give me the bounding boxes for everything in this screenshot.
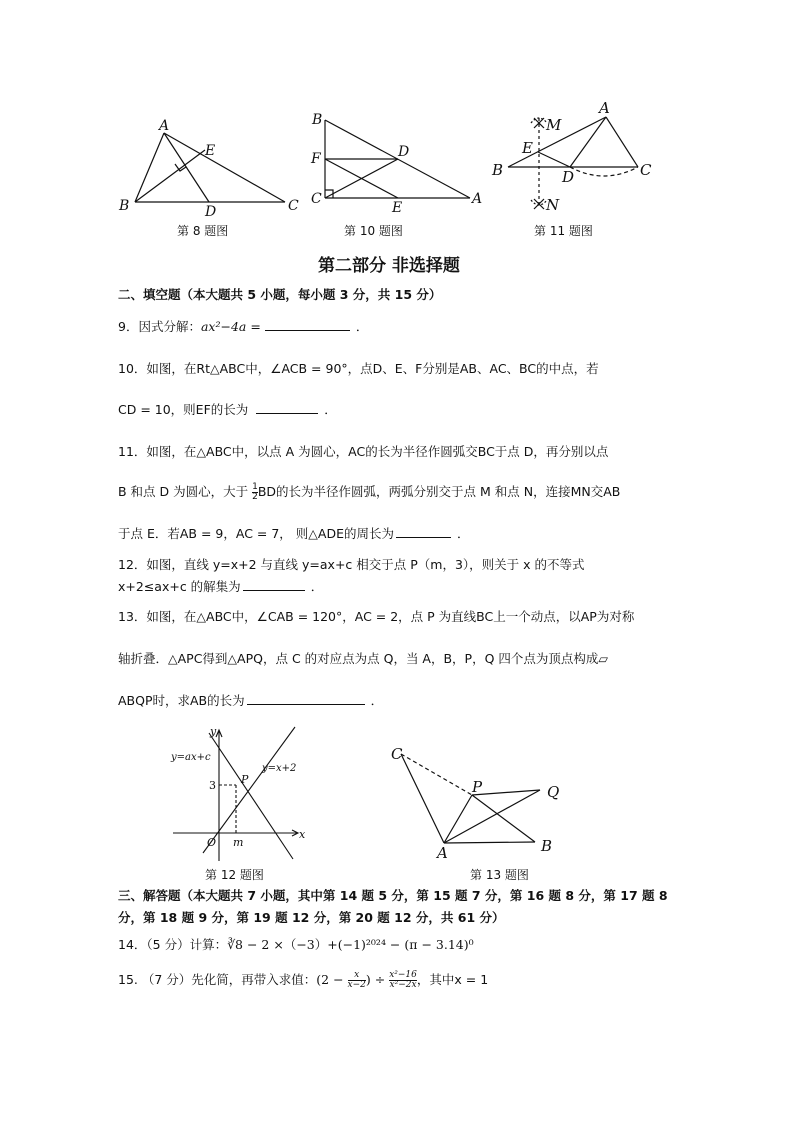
question-11-line2 — [118, 482, 620, 502]
fig11-label-M: M — [546, 116, 562, 134]
question-9 — [118, 317, 368, 335]
fig11-label-A: A — [599, 99, 610, 117]
fig10-label-D: D — [398, 144, 410, 160]
figure-8-caption: 第 8 题图 — [177, 224, 229, 238]
fig12-axis-x: x — [299, 828, 306, 841]
q9-expression: ax²−4a = — [200, 319, 261, 334]
q11-suffix: ． — [456, 526, 470, 541]
q9-suffix: ． — [355, 319, 369, 334]
q15-fa-numerator: x — [348, 971, 366, 981]
section3-title-line1: 三、解答题（本大题共 7 小题，其中第 14 题 5 分，第 15 题 7 分，第 16 题 8 分，第 17 题 8 — [118, 888, 668, 903]
q12-line1: 12．如图，直线 y=x+2 与直线 y=ax+c 相交于点 P（m，3），则关于 x 的不等式 — [118, 557, 585, 572]
part2-title: 第二部分 非选择题 — [318, 256, 460, 276]
section3-title-line2: 分，第 18 题 9 分，第 19 题 12 分，第 20 题 12 分，共 61 分） — [118, 910, 505, 925]
figure-11-caption: 第 11 题图 — [534, 224, 593, 238]
fig12-line-x-2: y=x+2 — [262, 763, 297, 774]
fig13-label-Q: Q — [547, 783, 560, 801]
q11-half-denominator: 2 — [252, 492, 258, 502]
q14-prefix: 14．（5 分）计算： — [118, 937, 228, 952]
fig8-label-A: A — [159, 118, 170, 134]
q12-answer-blank[interactable] — [243, 578, 305, 591]
fig8-label-C: C — [288, 198, 299, 214]
fig10-label-C: C — [311, 191, 322, 207]
q13-answer-blank[interactable] — [247, 692, 365, 705]
question-14 — [118, 935, 474, 953]
figure-12-caption: 第 12 题图 — [205, 868, 264, 882]
q10-line2-text: CD = 10，则EF的长为 — [118, 402, 249, 417]
fig10-label-B: B — [312, 112, 323, 128]
q15-suffix: ，其中x = 1 — [416, 972, 489, 987]
q12-line2-text: x+2≤ax+c 的解集为 — [118, 579, 241, 594]
fig12-axis-y: y — [210, 725, 217, 738]
q13-suffix: ． — [370, 693, 384, 708]
fig8-label-E: E — [205, 143, 216, 159]
q15-prefix: 15. （7 分）先化简，再带入求值： — [118, 972, 317, 987]
q15-fa-denominator: x−2 — [347, 980, 366, 990]
q13-line2: 轴折叠．△APC得到△APQ，点 C 的对应点为点 Q，当 A，B，P，Q 四个点为顶点构成▱ — [118, 651, 609, 666]
fig10-label-F: F — [311, 151, 321, 167]
fig13-label-B: B — [541, 837, 553, 855]
q15-fraction-a — [348, 971, 366, 990]
fig13-label-C: C — [391, 745, 403, 763]
fig11-label-B: B — [492, 161, 504, 179]
q10-answer-blank[interactable] — [256, 401, 318, 414]
q13-line1: 13．如图，在△ABC中，∠CAB = 120°，AC = 2，点 P 为直线BC上一个动点，以AP为对称 — [118, 609, 635, 624]
q15-fraction-b — [389, 971, 417, 990]
q11-answer-blank[interactable] — [396, 525, 451, 538]
fig8-label-D: D — [205, 204, 217, 220]
fig11-label-C: C — [640, 161, 652, 179]
section2-title: 二、填空题（本大题共 5 小题，每小题 3 分，共 15 分） — [118, 287, 442, 302]
fig12-three: 3 — [209, 779, 216, 792]
q9-answer-blank[interactable] — [265, 318, 350, 331]
q11-line2-post: BD的长为半径作圆弧，两弧分别交于点 M 和点 N，连接MN交AB — [257, 484, 621, 499]
figure-10 — [310, 110, 490, 216]
fig13-label-A: A — [437, 844, 448, 862]
q14-expression: ∛8 − 2 ×（−3）+(−1)²⁰²⁴ − (π − 3.14)⁰ — [227, 937, 474, 952]
figure-8 — [115, 118, 305, 218]
fig10-label-E: E — [392, 200, 403, 216]
q15-expr-open: (2 − — [316, 972, 348, 987]
figure-13 — [385, 740, 575, 860]
figure-13-caption: 第 13 题图 — [470, 868, 529, 882]
q13-line3-text: ABQP时，求AB的长为 — [118, 693, 245, 708]
q10-suffix: ． — [324, 402, 337, 417]
q15-fb-denominator: x²−2x — [389, 980, 417, 990]
fig10-label-A: A — [472, 191, 483, 207]
fig12-P: P — [241, 773, 249, 786]
q11-line3-text: 于点 E．若AB = 9，AC = 7， 则△ADE的周长为 — [118, 526, 394, 541]
q9-prefix: 9．因式分解： — [118, 319, 201, 334]
question-10-line2 — [118, 400, 337, 418]
question-11-line3 — [118, 524, 469, 542]
fig11-label-E: E — [522, 139, 533, 157]
fig11-label-N: N — [546, 196, 560, 214]
fig8-label-B: B — [119, 198, 130, 214]
q11-line1: 11．如图，在△ABC中，以点 A 为圆心，AC的长为半径作圆弧交BC于点 D，再分别以点 — [118, 444, 609, 459]
question-15 — [118, 970, 488, 990]
fig11-label-D: D — [562, 168, 575, 186]
q11-line2-pre: B 和点 D 为圆心，大于 — [118, 484, 249, 499]
q11-half-numerator: 1 — [252, 482, 258, 492]
fig12-origin: O — [207, 836, 217, 849]
question-12-line2 — [118, 577, 323, 595]
q10-line1: 10．如图，在Rt△ABC中，∠ACB = 90°，点D、E、F分别是AB、AC、BC的中点，若 — [118, 361, 599, 376]
fig13-label-P: P — [472, 778, 483, 796]
figure-12 — [165, 725, 315, 865]
fig12-line-ax-c: y=ax+c — [171, 752, 211, 763]
question-13-line3 — [118, 691, 383, 709]
figure-11 — [488, 100, 668, 215]
fig12-m: m — [233, 836, 244, 849]
q12-suffix: ． — [310, 579, 324, 594]
q15-fb-numerator: x²−16 — [389, 970, 417, 980]
figure-10-caption: 第 10 题图 — [344, 224, 403, 238]
q15-expr-div: ) ÷ — [365, 972, 390, 987]
